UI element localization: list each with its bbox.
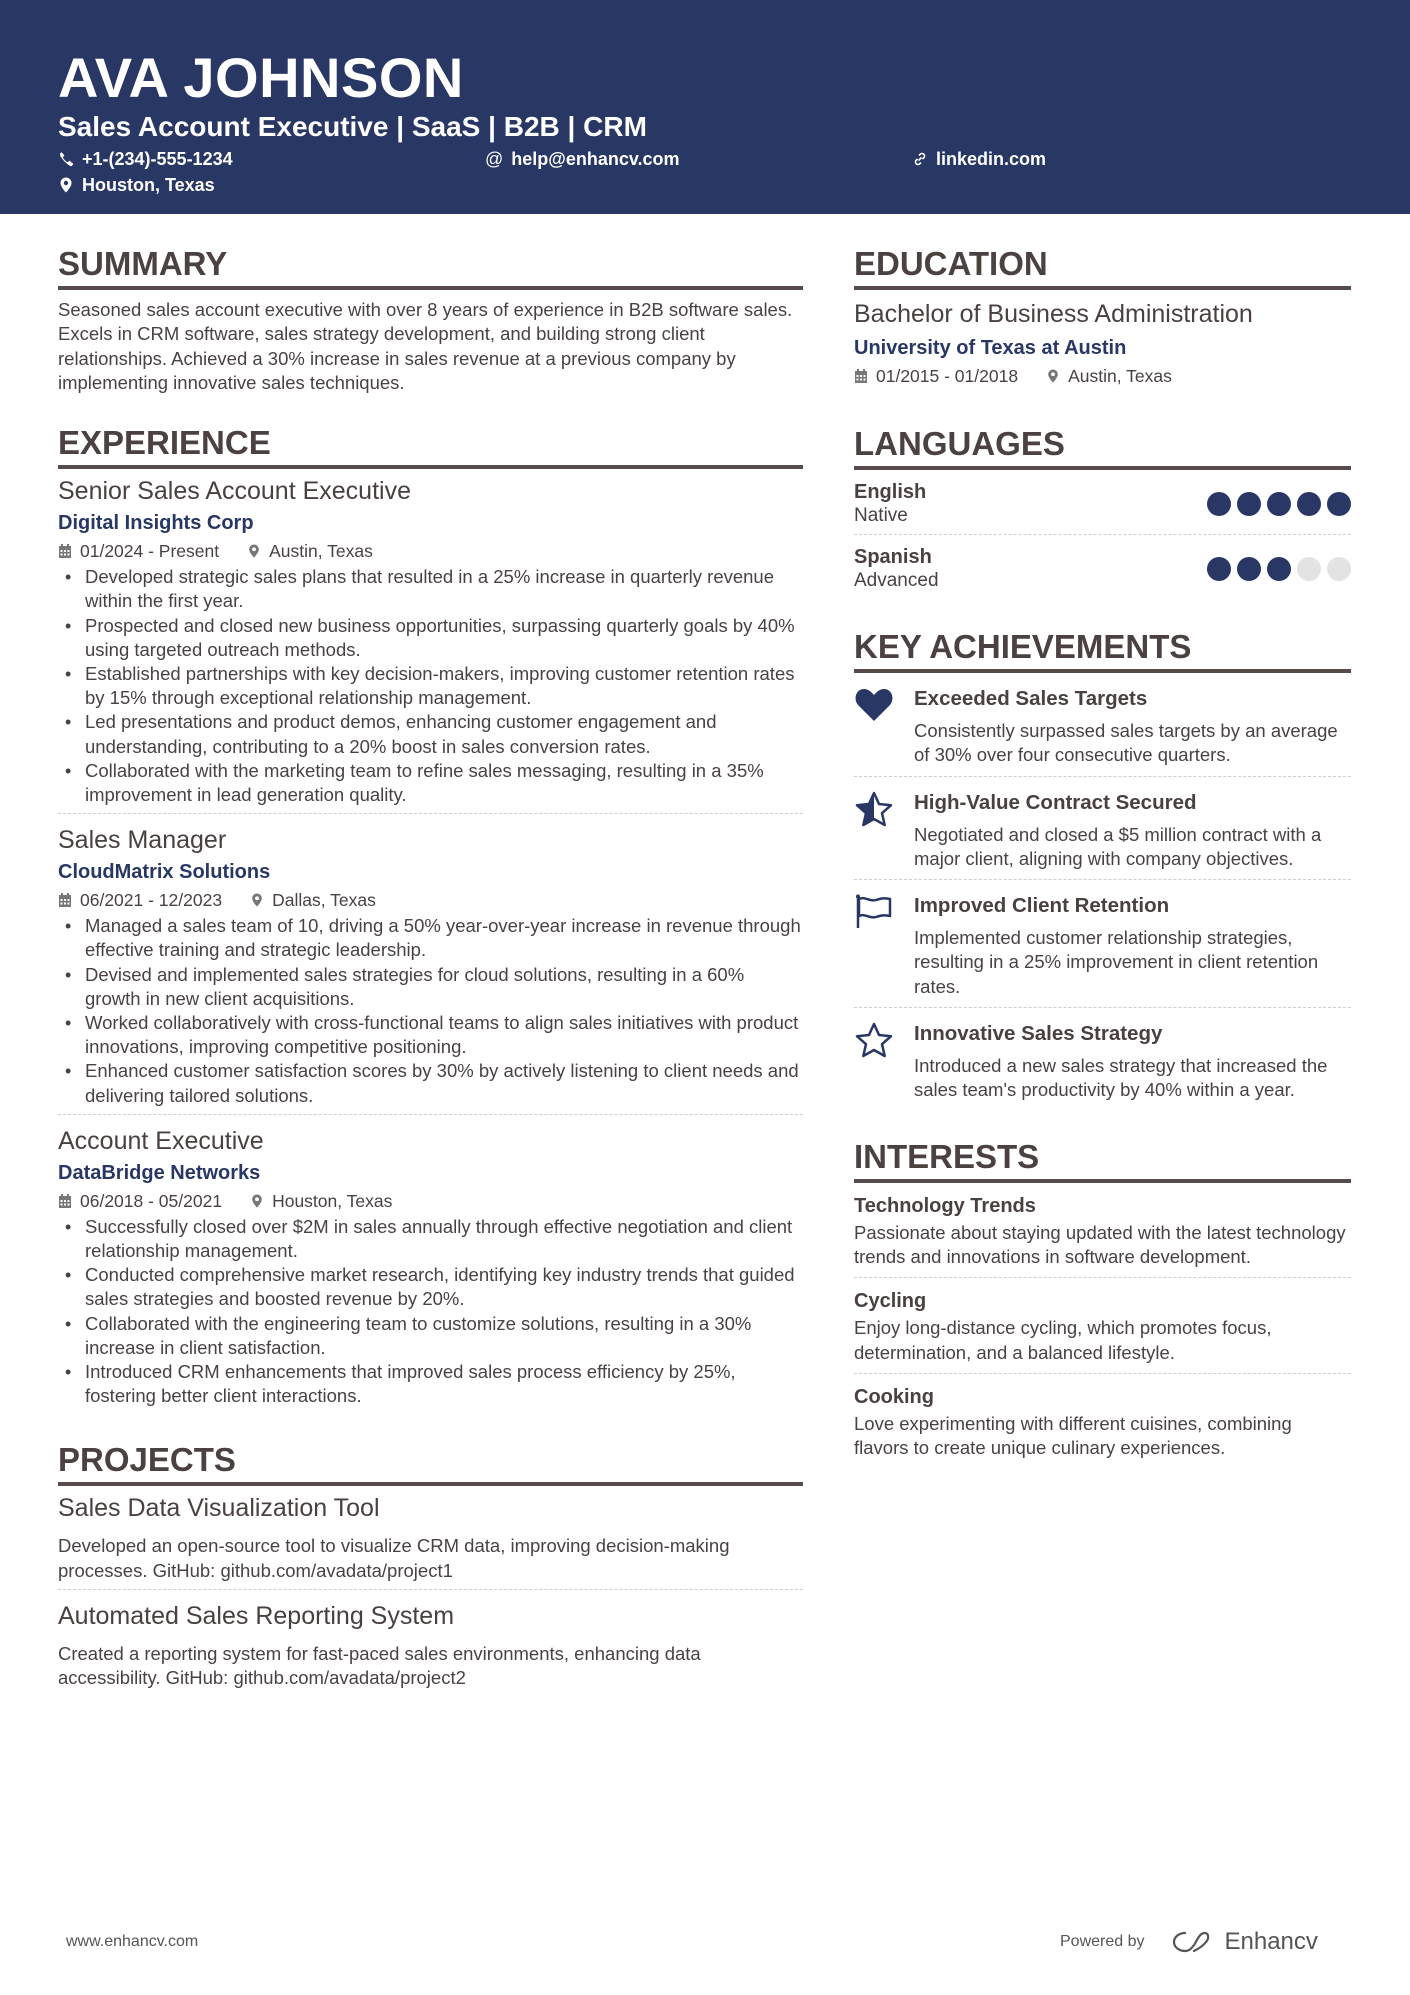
interests-section: [854, 1137, 1351, 1469]
job-title: Sales Manager: [58, 826, 227, 855]
job-title: Senior Sales Account Executive: [58, 477, 411, 506]
resume-header: [0, 0, 1410, 214]
job-meta: [58, 888, 803, 912]
language-level: Advanced: [854, 570, 939, 591]
achievement-description: Implemented customer relationship strategies, resulting in a 25% improvement in client retention rates.: [914, 927, 1319, 997]
job-bullets: [58, 565, 803, 807]
contact-email[interactable]: [485, 148, 680, 170]
project-title: Sales Data Visualization Tool: [58, 1494, 380, 1523]
bullet-item: • Conducted comprehensive market research, identifying key industry trends that guided sales strategies and boosted revenue by 20%.: [58, 1263, 803, 1311]
section-heading-languages: LANGUAGES: [854, 424, 1351, 470]
education-location: Austin, Texas: [1046, 364, 1172, 388]
flag-icon: [854, 894, 894, 930]
language-entry: [854, 535, 1351, 599]
candidate-title: Sales Account Executive | SaaS | B2B | CRM: [58, 111, 647, 142]
project-entry: [58, 1486, 803, 1589]
contact-phone[interactable]: [58, 148, 233, 170]
rating-dot-filled: [1237, 492, 1261, 516]
bullet-item: • Led presentations and product demos, enhancing customer engagement and understanding, contributing to a 20% boost in sales conversion rates.: [58, 710, 803, 758]
section-heading-interests: INTERESTS: [854, 1137, 1351, 1183]
bullet-item: • Worked collaboratively with cross-functional teams to align sales initiatives with product innovations, improving competitive positioning.: [58, 1011, 803, 1059]
experience-entry: [58, 814, 803, 1115]
interest-title: Technology Trends: [854, 1194, 1036, 1217]
summary-section: [58, 244, 803, 395]
degree-title: Bachelor of Business Administration: [854, 300, 1253, 328]
bullet-item: • Collaborated with the engineering team to customize solutions, resulting in a 30% increase in client satisfaction.: [58, 1312, 803, 1360]
interest-entry: [854, 1183, 1351, 1279]
achievement-title: Improved Client Retention: [914, 894, 1170, 918]
calendar-icon: [58, 892, 72, 908]
project-description: Created a reporting system for fast-paced sales environments, enhancing data accessibility. GitHub: github.com/avadata/project2: [58, 1642, 701, 1689]
bullet-item: • Devised and implemented sales strategies for cloud solutions, resulting in a 60% growth in new client acquisitions.: [58, 963, 803, 1011]
bullet-item: • Introduced CRM enhancements that improved sales process efficiency by 25%, fostering better client interactions.: [58, 1360, 803, 1408]
rating-dot-empty: [1297, 557, 1321, 581]
rating-dot-filled: [1207, 492, 1231, 516]
project-entry: [58, 1590, 803, 1696]
job-meta: [58, 1189, 803, 1213]
company-name: CloudMatrix Solutions: [58, 861, 271, 884]
rating-dot-empty: [1327, 557, 1351, 581]
rating-dot-filled: [1267, 492, 1291, 516]
location-pin-icon: [58, 177, 74, 193]
achievement-description: Negotiated and closed a $5 million contract with a major client, aligning with company objectives.: [914, 823, 1322, 869]
bullet-item: • Established partnerships with key decision-makers, improving customer retention rates by 15% through exceptional relationship management.: [58, 662, 803, 710]
education-meta: [854, 364, 1351, 388]
candidate-name: AVA JOHNSON: [58, 46, 464, 109]
half-star-icon: [854, 791, 894, 827]
heart-icon: [854, 687, 894, 723]
link-icon: [912, 151, 928, 167]
education-dates: 01/2015 - 01/2018: [854, 364, 1018, 388]
rating-dot-filled: [1267, 557, 1291, 581]
interest-entry: [854, 1278, 1351, 1374]
phone-text: +1-(234)-555-1234: [82, 149, 233, 169]
language-entry: [854, 470, 1351, 535]
rating-dot-filled: [1237, 557, 1261, 581]
job-title: Account Executive: [58, 1126, 264, 1155]
summary-text: Seasoned sales account executive with over 8 years of experience in B2B software sales. Excels in CRM software, sales strategy development, and building strong client relationships. Achieved a 30% increase in sales revenue at a previous company by implementing innovative sales techniques.: [58, 299, 793, 393]
achievement-entry: [854, 1008, 1351, 1111]
job-meta: [58, 539, 803, 563]
section-heading-experience: EXPERIENCE: [58, 423, 803, 469]
achievement-title: High-Value Contract Secured: [914, 790, 1197, 814]
section-heading-projects: PROJECTS: [58, 1440, 803, 1486]
projects-section: [58, 1440, 803, 1696]
job-location: Houston, Texas: [250, 1189, 392, 1213]
achievement-entry: [854, 880, 1351, 1008]
achievement-title: Innovative Sales Strategy: [914, 1022, 1163, 1046]
job-dates: 06/2021 - 12/2023: [58, 888, 222, 912]
company-name: Digital Insights Corp: [58, 512, 254, 535]
interest-description: Passionate about staying updated with the latest technology trends and innovations in software development.: [854, 1221, 1346, 1267]
location-pin-icon: [1046, 368, 1060, 384]
languages-section: [854, 424, 1351, 599]
rating-dot-filled: [1327, 492, 1351, 516]
achievement-entry: [854, 777, 1351, 881]
location-pin-icon: [247, 543, 261, 559]
section-heading-summary: SUMMARY: [58, 244, 803, 290]
interest-description: Love experimenting with different cuisines, combining flavors to create unique culinary experiences.: [854, 1412, 1292, 1459]
language-name: Spanish: [854, 546, 932, 568]
footer-website-link[interactable]: www.enhancv.com: [66, 1933, 199, 1950]
linkedin-text: linkedin.com: [936, 149, 1047, 169]
achievement-entry: [854, 673, 1351, 777]
contact-location: [58, 174, 215, 196]
project-title: Automated Sales Reporting System: [58, 1601, 455, 1630]
language-rating: [1207, 492, 1351, 516]
bullet-item: • Enhanced customer satisfaction scores by 30% by actively listening to client needs and delivering tailored solutions.: [58, 1059, 803, 1107]
star-outline-icon: [854, 1022, 894, 1058]
experience-entry: [58, 469, 803, 814]
job-dates: 06/2018 - 05/2021: [58, 1189, 222, 1213]
job-bullets: [58, 914, 803, 1108]
bullet-item: • Prospected and closed new business opportunities, surpassing quarterly goals by 40% using targeted outreach methods.: [58, 614, 803, 662]
calendar-icon: [58, 1193, 72, 1209]
interest-title: Cooking: [854, 1385, 934, 1408]
powered-by-label: Powered by: [1060, 1933, 1145, 1950]
calendar-icon: [58, 543, 72, 559]
language-level: Native: [854, 505, 908, 526]
bullet-item: • Collaborated with the marketing team to refine sales messaging, resulting in a 35% improvement in lead generation quality.: [58, 759, 803, 807]
calendar-icon: [854, 368, 868, 384]
experience-section: [58, 423, 803, 1414]
location-text: Houston, Texas: [82, 175, 215, 195]
experience-entry: [58, 1115, 803, 1415]
phone-icon: [58, 151, 74, 167]
enhancv-logo[interactable]: [1171, 1928, 1318, 1956]
job-location: Dallas, Texas: [250, 888, 376, 912]
interest-entry: [854, 1374, 1351, 1469]
education-section: [854, 244, 1351, 388]
footer-branding: [1060, 1928, 1318, 1956]
school-name: University of Texas at Austin: [854, 337, 1127, 359]
left-column: [58, 244, 803, 1696]
bullet-item: • Successfully closed over $2M in sales annually through effective negotiation and client relationship management.: [58, 1215, 803, 1263]
interest-title: Cycling: [854, 1290, 927, 1313]
enhancv-brand-name: Enhancv: [1224, 1928, 1318, 1955]
interest-description: Enjoy long-distance cycling, which promotes focus, determination, and a balanced lifestyle.: [854, 1317, 1272, 1363]
location-pin-icon: [250, 1193, 264, 1209]
email-text: help@enhancv.com: [511, 149, 680, 169]
job-location: Austin, Texas: [247, 539, 373, 563]
bullet-item: • Developed strategic sales plans that resulted in a 25% increase in quarterly revenue within the first year.: [58, 565, 803, 613]
achievement-description: Introduced a new sales strategy that increased the sales team's productivity by 40% within a year.: [914, 1055, 1328, 1101]
contact-linkedin[interactable]: [912, 148, 1046, 170]
language-rating: [1207, 557, 1351, 581]
enhancv-logo-icon: [1171, 1929, 1217, 1955]
at-icon: @: [485, 149, 504, 169]
job-dates: 01/2024 - Present: [58, 539, 219, 563]
section-heading-achievements: KEY ACHIEVEMENTS: [854, 627, 1351, 673]
project-description: Developed an open-source tool to visualize CRM data, improving decision-making processes. GitHub: github.com/avadata/project1: [58, 1535, 730, 1581]
section-heading-education: EDUCATION: [854, 244, 1351, 290]
bullet-item: • Managed a sales team of 10, driving a 50% year-over-year increase in revenue through effective training and strategic leadership.: [58, 914, 803, 962]
rating-dot-filled: [1207, 557, 1231, 581]
location-pin-icon: [250, 892, 264, 908]
language-name: English: [854, 481, 927, 503]
job-bullets: [58, 1215, 803, 1409]
right-column: [854, 244, 1351, 1468]
company-name: DataBridge Networks: [58, 1161, 261, 1184]
achievements-section: [854, 627, 1351, 1111]
rating-dot-filled: [1297, 492, 1321, 516]
achievement-description: Consistently surpassed sales targets by an average of 30% over four consecutive quarters.: [914, 720, 1338, 766]
achievement-title: Exceeded Sales Targets: [914, 687, 1148, 710]
